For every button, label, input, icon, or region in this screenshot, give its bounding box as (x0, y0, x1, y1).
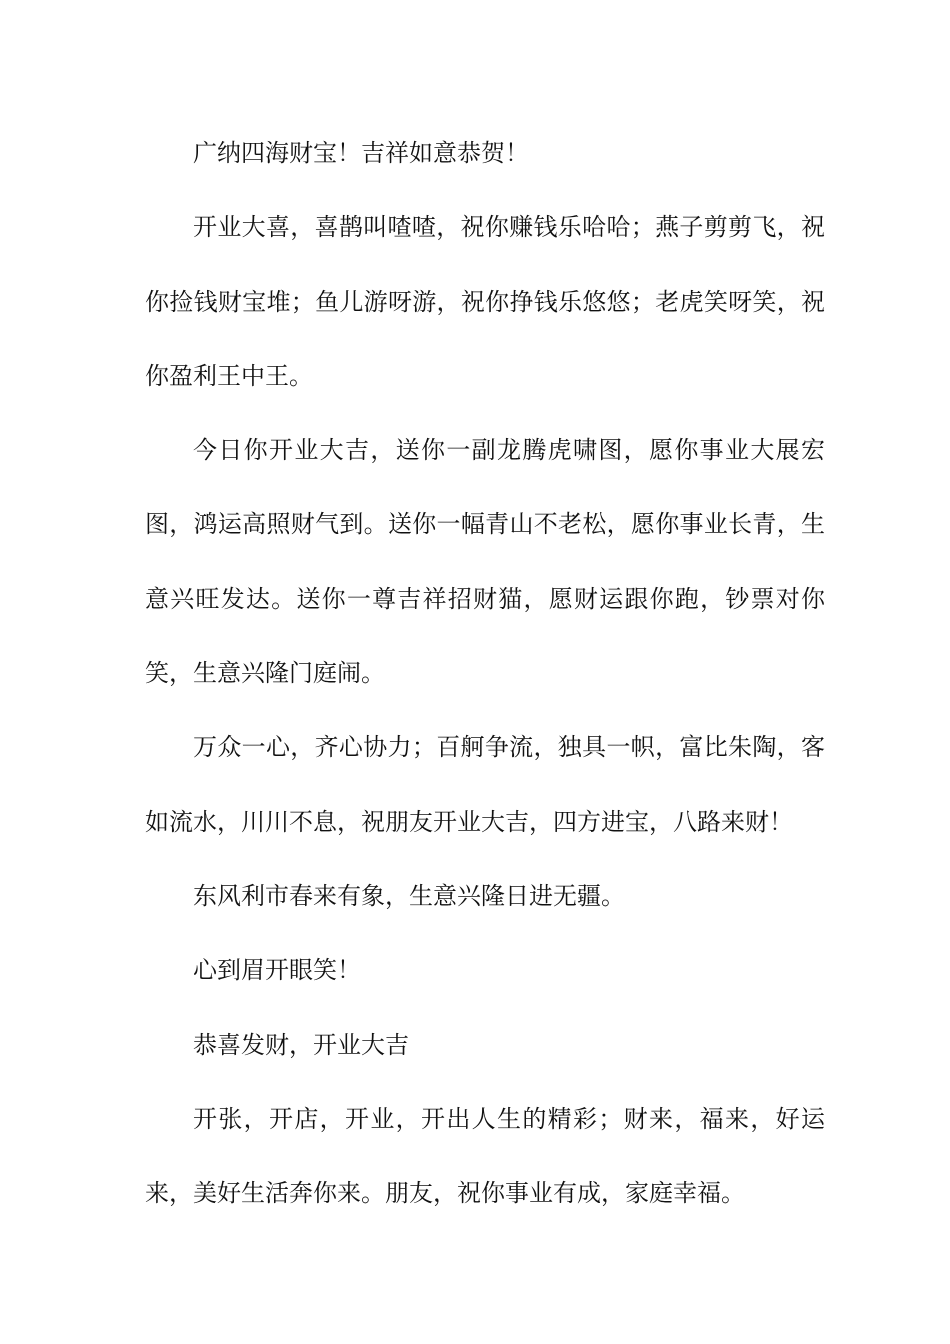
paragraph-5: 东风利市春来有象，生意兴隆日进无疆。 (193, 881, 625, 910)
document-body (145, 116, 825, 1230)
paragraph-6: 心到眉开眼笑！ (193, 956, 361, 985)
paragraph-2: 开业大喜，喜鹊叫喳喳，祝你赚钱乐哈哈；燕子剪剪飞，祝你捡钱财宝堆；鱼儿游呀游，祝你挣钱乐悠悠；老虎笑呀笑，祝你盈利王中王。 (145, 213, 825, 390)
paragraph-1: 广纳四海财宝！吉祥如意恭贺！ (193, 139, 529, 167)
paragraph-8: 开张，开店，开业，开出人生的精彩；财来，福来，好运来，美好生活奔你来。朋友，祝你事业有成，家庭幸福。 (145, 1104, 825, 1208)
paragraph-3: 今日你开业大吉，送你一副龙腾虎啸图，愿你事业大展宏图，鸿运高照财气到。送你一幅青山不老松，愿你事业长青，生意兴旺发达。送你一尊吉祥招财猫，愿财运跟你跑，钞票对你笑，生意兴隆门庭闹。 (145, 436, 825, 688)
paragraph-4: 万众一心，齐心协力；百舸争流，独具一帜，富比朱陶，客如流水，川川不息，祝朋友开业大吉，四方进宝，八路来财！ (145, 733, 825, 836)
paragraph-7: 恭喜发财，开业大吉 (193, 1030, 409, 1059)
